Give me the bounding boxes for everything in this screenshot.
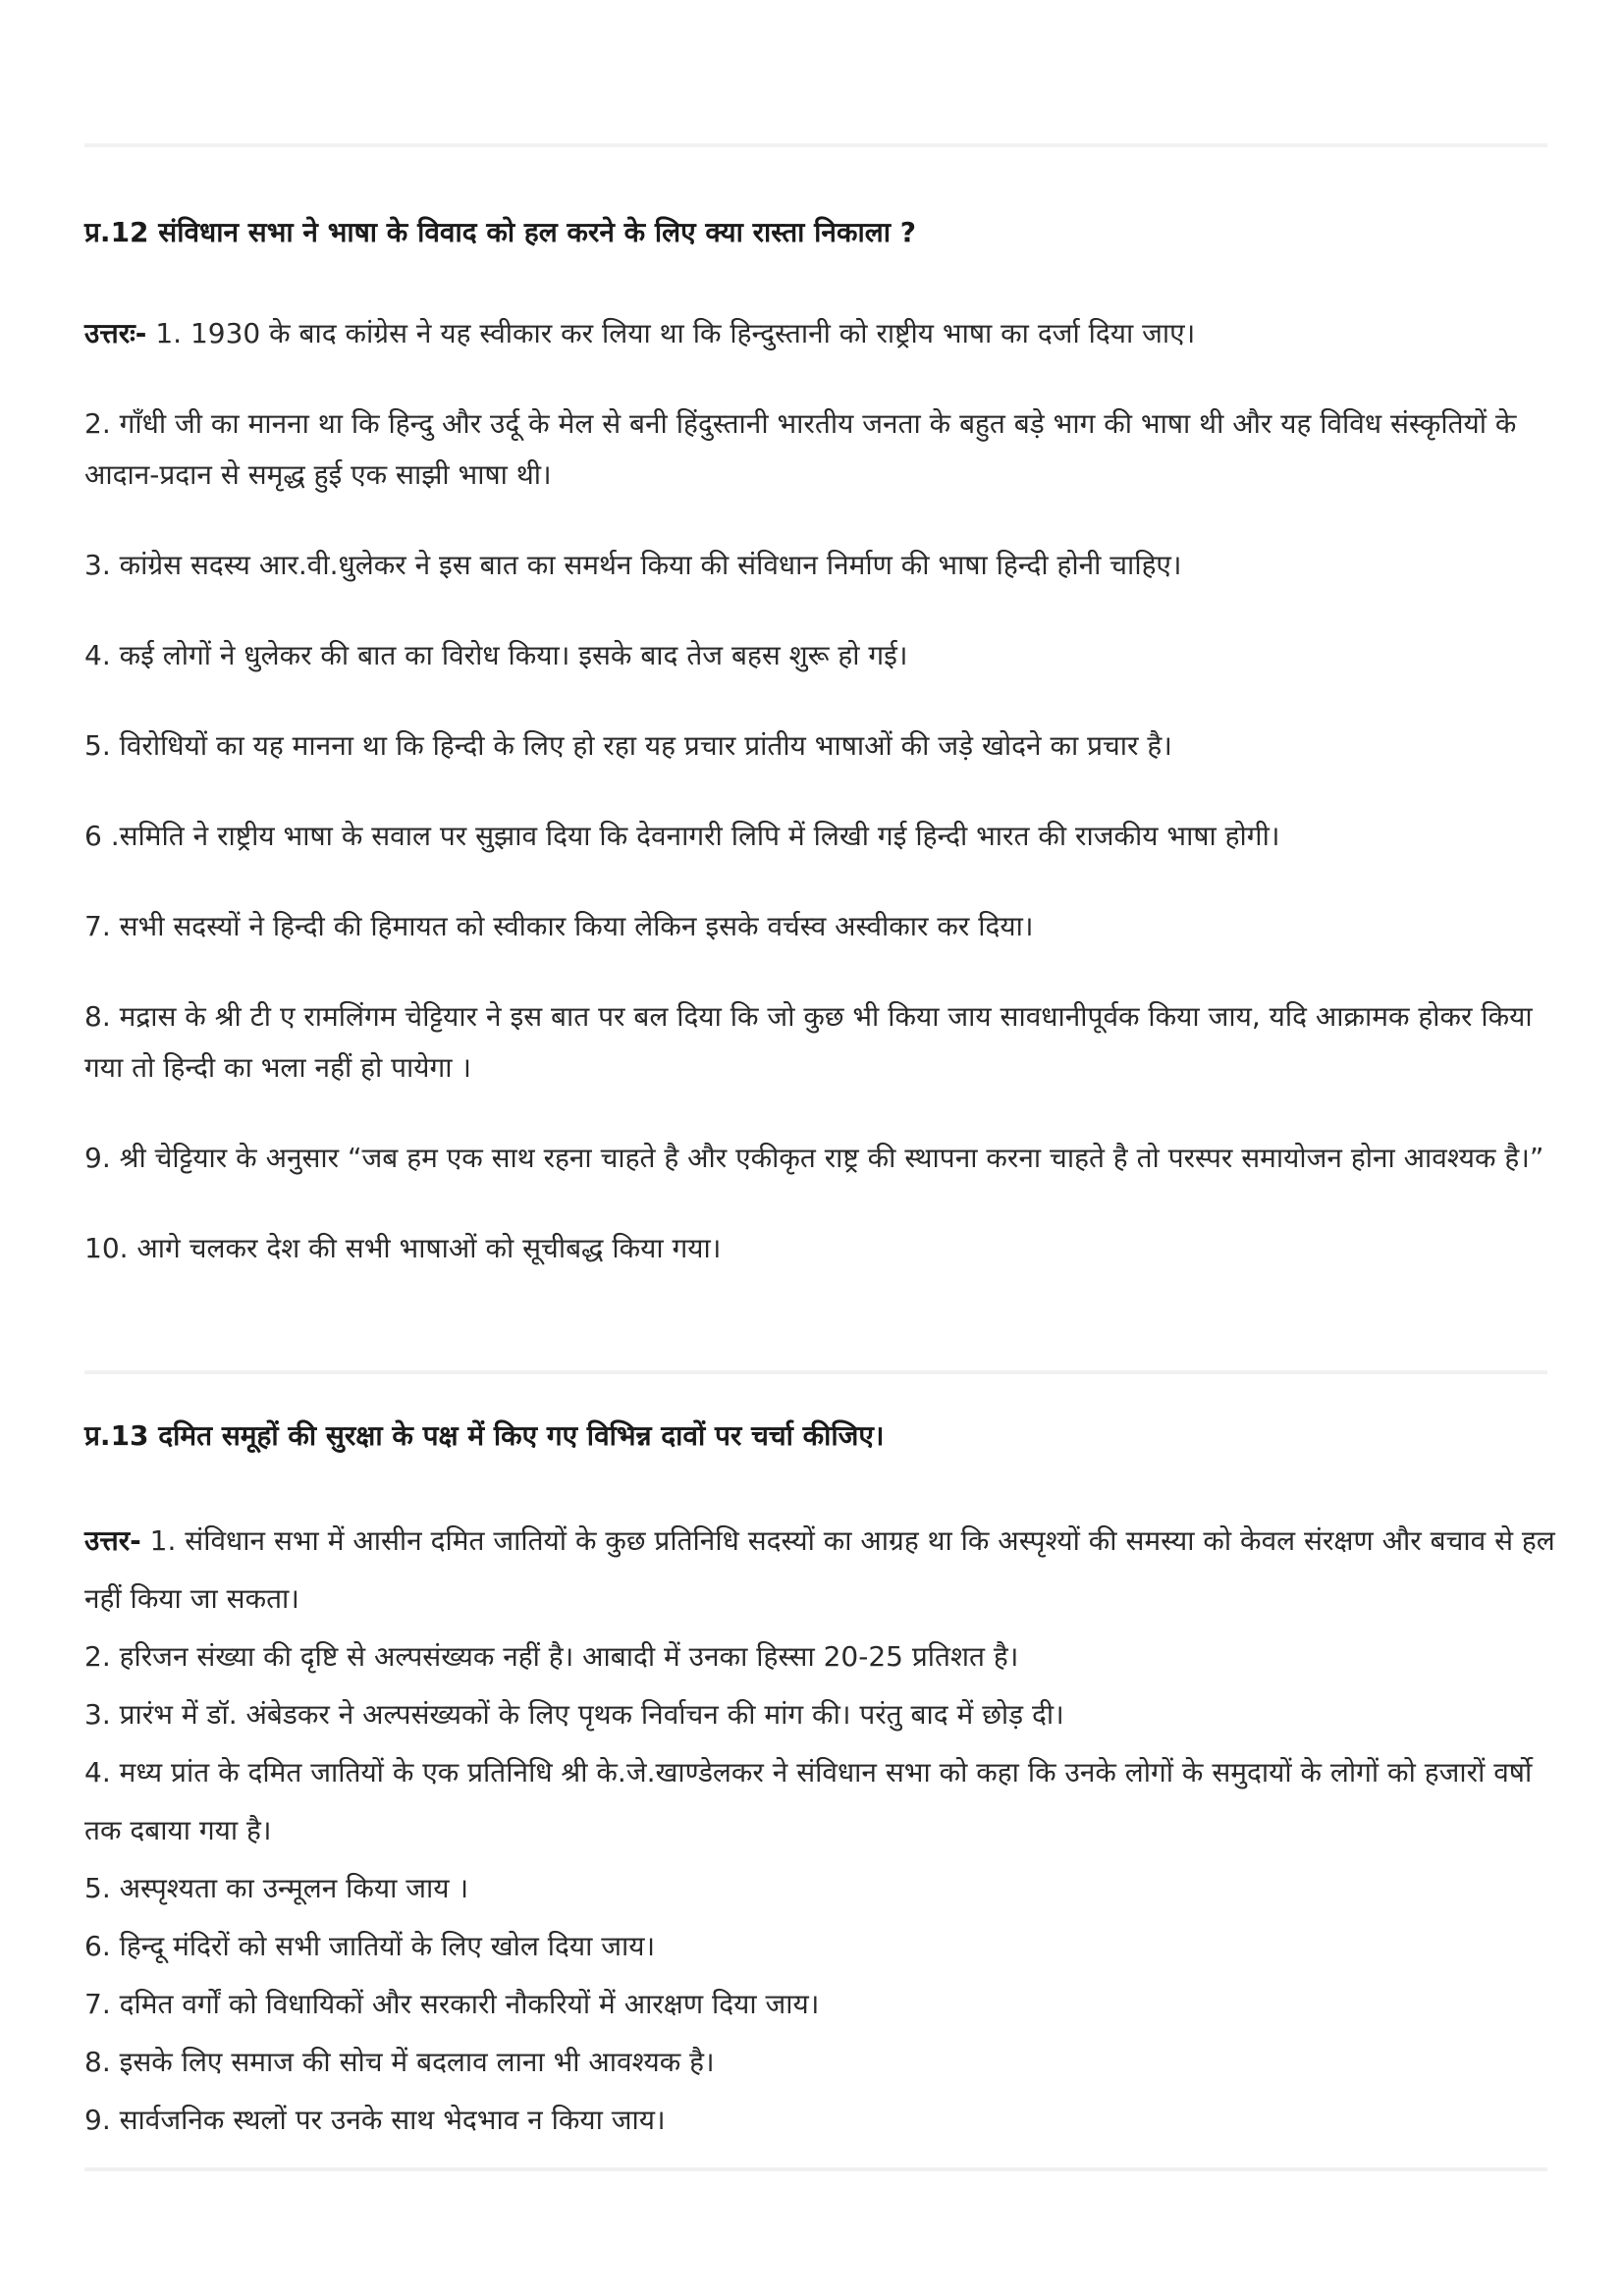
- answer-12-point-5: 5. विरोधियों का यह मानना था कि हिन्दी के लिए हो रहा यह प्रचार प्रांतीय भाषाओं की जड़े खोदने का प्रचार है।: [84, 729, 1172, 762]
- answer-label: उत्तर-: [84, 1524, 141, 1557]
- answer-13-point-1: उत्तर- 1. संविधान सभा में आसीन दमित जातियों के कुछ प्रतिनिधि सदस्यों का आग्रह था कि अस्पृश्यों की समस्या को केवल संरक्षण और बचाव से हल नहीं किया जा सकता।: [84, 1524, 1555, 1615]
- divider-top: [84, 143, 1547, 147]
- answer-12-point-1: उत्तरः- 1. 1930 के बाद कांग्रेस ने यह स्वीकार कर लिया था कि हिन्दुस्तानी को राष्ट्रीय भाषा का दर्जा दिया जाए।: [84, 317, 1196, 349]
- answer-label: उत्तरः-: [84, 317, 147, 349]
- answer-13-point-2: 2. हरिजन संख्या की दृष्टि से अल्पसंख्यक नहीं है। आबादी में उनका हिस्सा 20-25 प्रतिशत है।: [84, 1640, 1019, 1673]
- answer-12-point-9: 9. श्री चेट्टियार के अनुसार “जब हम एक साथ रहना चाहते है और एकीकृत राष्ट्र की स्थापना करना चाहते है तो परस्पर समायोजन होना आवश्यक है।”: [84, 1142, 1544, 1174]
- answer-13-point-6: 6. हिन्दू मंदिरों को सभी जातियों के लिए खोल दिया जाय।: [84, 1930, 656, 1962]
- answer-13-point-5: 5. अस्पृश्यता का उन्मूलन किया जाय ।: [84, 1872, 469, 1904]
- answer-13-point-8: 8. इसके लिए समाज की सोच में बदलाव लाना भी आवश्यक है।: [84, 2046, 715, 2078]
- divider-middle: [84, 1370, 1547, 1374]
- question-13-heading: प्र.13 दमित समूहों की सुरक्षा के पक्ष में किए गए विभिन्न दावों पर चर्चा कीजिए।: [84, 1419, 885, 1452]
- question-13-section: [84, 1414, 1557, 2149]
- question-12-section: [84, 210, 1557, 1313]
- answer-13-list: [84, 1512, 1557, 2149]
- divider-bottom: [84, 2167, 1547, 2171]
- answer-12-point-4: 4. कई लोगों ने धुलेकर की बात का विरोध किया। इसके बाद तेज बहस शुरू हो गई।: [84, 639, 908, 671]
- answer-12-point-6: 6 .समिति ने राष्ट्रीय भाषा के सवाल पर सुझाव दिया कि देवनागरी लिपि में लिखी गई हिन्दी भारत की राजकीय भाषा होगी।: [84, 820, 1280, 852]
- answer-13-point-7: 7. दमित वर्गों को विधायिकों और सरकारी नौकरियों में आरक्षण दिया जाय।: [84, 1988, 820, 2020]
- answer-12-point-8: 8. मद्रास के श्री टी ए रामलिंगम चेट्टियार ने इस बात पर बल दिया कि जो कुछ भी किया जाय सावधानीपूर्वक किया जाय, यदि आक्रामक होकर किया गया तो हिन्दी का भला नहीं हो पायेगा ।: [84, 1000, 1533, 1084]
- answer-12-point-2: 2. गाँधी जी का मानना था कि हिन्दु और उर्दू के मेल से बनी हिंदुस्तानी भारतीय जनता के बहुत बड़े भाग की भाषा थी और यह विविध संस्कृतियों के आदान-प्रदान से समृद्ध हुई एक साझी भाषा थी।: [84, 407, 1517, 491]
- answer-13-point-3: 3. प्रारंभ में डॉ. अंबेडकर ने अल्पसंख्यकों के लिए पृथक निर्वाचन की मांग की। परंतु बाद में छोड़ दी।: [84, 1698, 1064, 1731]
- answer-13-point-9: 9. सार्वजनिक स्थलों पर उनके साथ भेदभाव न किया जाय।: [84, 2104, 666, 2136]
- question-12-heading: प्र.12 संविधान सभा ने भाषा के विवाद को हल करने के लिए क्या रास्ता निकाला ?: [84, 216, 916, 248]
- answer-12-point-3: 3. कांग्रेस सदस्य आर.वी.धुलेकर ने इस बात का समर्थन किया की संविधान निर्माण की भाषा हिन्दी होनी चाहिए।: [84, 549, 1182, 581]
- answer-13-point-4: 4. मध्य प्रांत के दमित जातियों के एक प्रतिनिधि श्री के.जे.खाण्डेलकर ने संविधान सभा को कहा कि उनके लोगों के समुदायों के लोगों को हजारों वर्षो तक दबाया गया है।: [84, 1756, 1533, 1846]
- answer-12-point-10: 10. आगे चलकर देश की सभी भाषाओं को सूचीबद्ध किया गया।: [84, 1232, 722, 1264]
- answer-12-point-7: 7. सभी सदस्यों ने हिन्दी की हिमायत को स्वीकार किया लेकिन इसके वर्चस्व अस्वीकार कर दिया।: [84, 910, 1034, 942]
